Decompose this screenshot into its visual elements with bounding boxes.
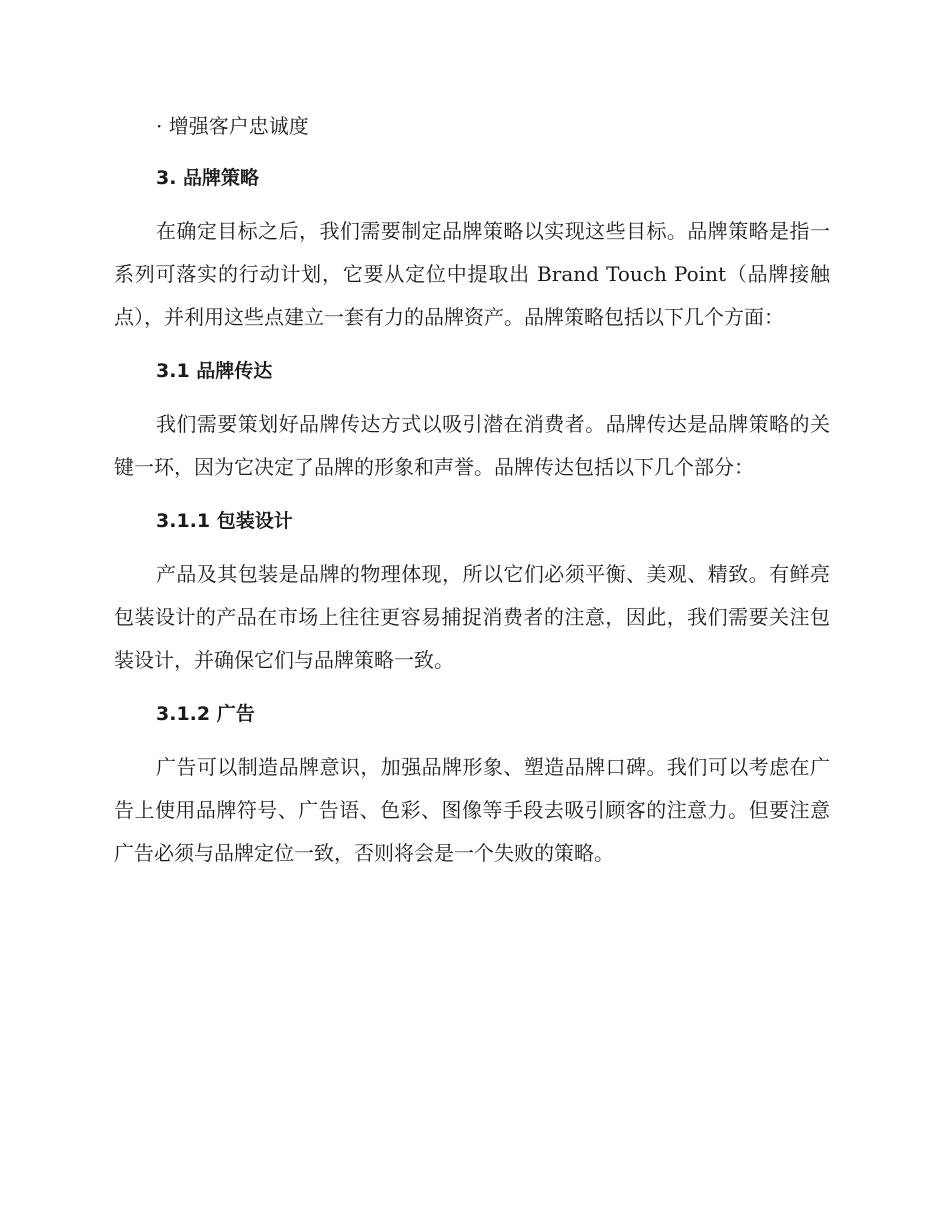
section-body-3-1-1: 产品及其包装是品牌的物理体现，所以它们必须平衡、美观、精致。有鲜亮包装设计的产品在市场上往往更容易捕捉消费者的注意，因此，我们需要关注包装设计，并确保它们与品牌策略一致。 [114, 562, 830, 672]
section-heading-3-1-2: 3.1.2 广告 [156, 703, 255, 725]
section-heading-3: 3. 品牌策略 [156, 167, 260, 189]
document-page [114, 108, 830, 889]
section-body-3-1: 我们需要策划好品牌传达方式以吸引潜在消费者。品牌传达是品牌策略的关键一环，因为它决定了品牌的形象和声誉。品牌传达包括以下几个部分： [114, 412, 830, 479]
section-body-3: 在确定目标之后，我们需要制定品牌策略以实现这些目标。品牌策略是指一系列可落实的行动计划，它要从定位中提取出 Brand Touch Point（品牌接触点），并利用这些点建立一套有力的品牌资产。品牌策略包括以下几个方面： [114, 219, 830, 329]
section-heading-3-1: 3.1 品牌传达 [156, 360, 273, 382]
section-body-3-1-2: 广告可以制造品牌意识，加强品牌形象、塑造品牌口碑。我们可以考虑在广告上使用品牌符号、广告语、色彩、图像等手段去吸引顾客的注意力。但要注意广告必须与品牌定位一致，否则将会是一个失败的策略。 [114, 755, 830, 865]
section-heading-3-1-1: 3.1.1 包装设计 [156, 510, 293, 532]
bullet-item-customer-loyalty: · 增强客户忠诚度 [156, 114, 309, 138]
